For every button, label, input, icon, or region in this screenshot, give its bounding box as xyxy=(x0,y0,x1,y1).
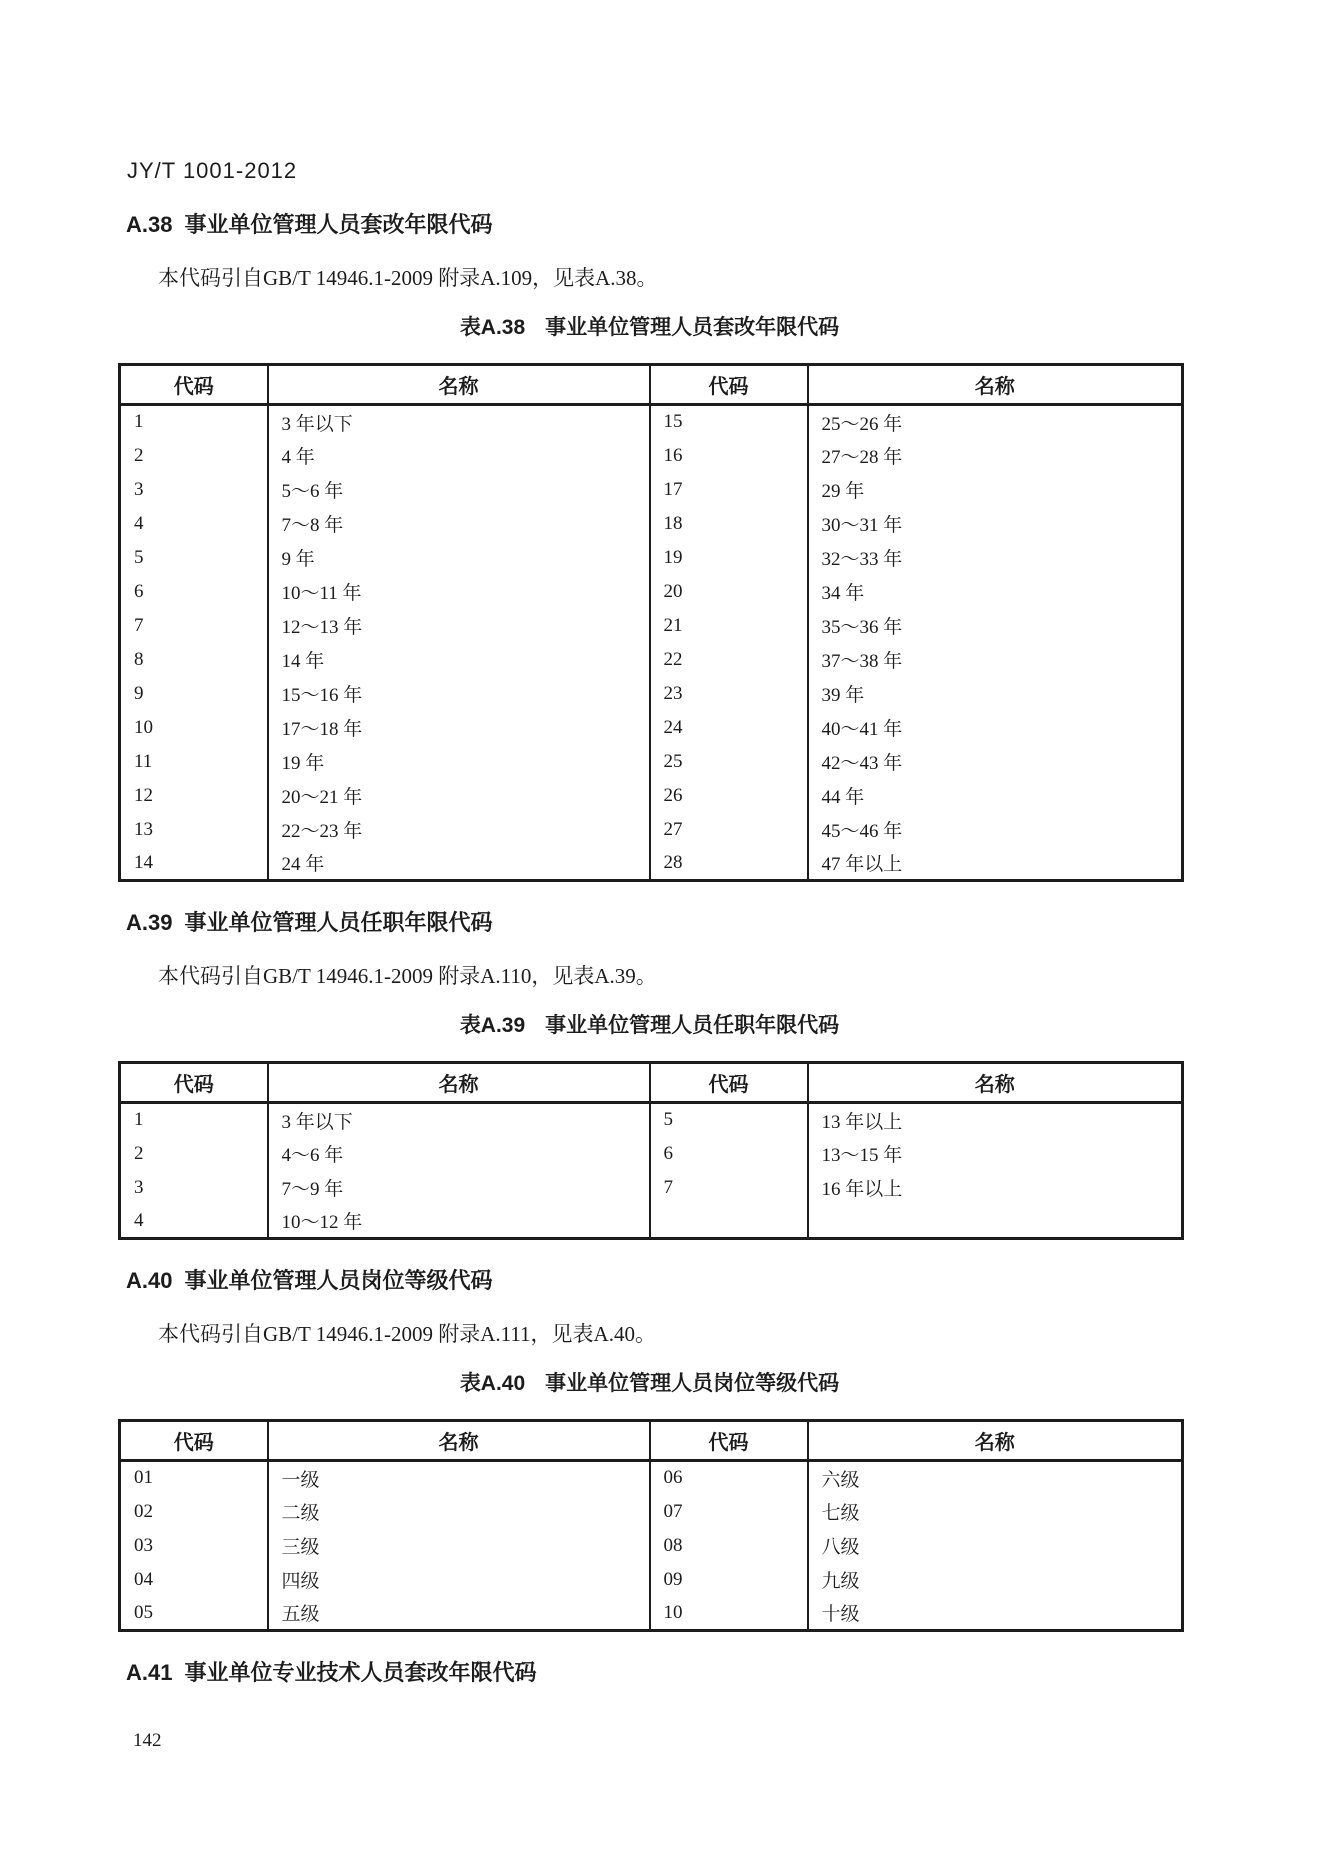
table-cell: 9 年 xyxy=(268,541,650,575)
table-cell: 10 xyxy=(650,1597,808,1631)
table-cell: 03 xyxy=(120,1529,268,1563)
section-heading-a40 xyxy=(126,1266,1181,1296)
section-title: 事业单位专业技术人员套改年限代码 xyxy=(184,1660,537,1685)
table-caption-title: 事业单位管理人员任职年限代码 xyxy=(545,1014,840,1037)
table-cell: 10 xyxy=(120,711,268,745)
table-caption-title: 事业单位管理人员套改年限代码 xyxy=(545,316,840,339)
table-cell: 18 xyxy=(650,507,808,541)
table-cell: 十级 xyxy=(808,1597,1183,1631)
table-cell: 10～11 年 xyxy=(268,575,650,609)
column-header-code: 代码 xyxy=(120,1421,268,1461)
table-cell: 22 xyxy=(650,643,808,677)
table-cell: 11 xyxy=(120,745,268,779)
table-cell: 五级 xyxy=(268,1597,650,1631)
table-cell: 3 xyxy=(120,473,268,507)
doc-code: JY/T 1001-2012 xyxy=(127,158,298,183)
table-cell: 25 xyxy=(650,745,808,779)
table-cell: 08 xyxy=(650,1529,808,1563)
table-cell: 一级 xyxy=(268,1461,650,1495)
table-cell: 16 年以上 xyxy=(808,1171,1183,1205)
column-header-code: 代码 xyxy=(650,365,808,405)
table-cell: 44 年 xyxy=(808,779,1183,813)
table-cell: 四级 xyxy=(268,1563,650,1597)
table-cell: 八级 xyxy=(808,1529,1183,1563)
table-cell: 三级 xyxy=(268,1529,650,1563)
table-cell: 27 xyxy=(650,813,808,847)
table-cell: 17 xyxy=(650,473,808,507)
table-cell: 20 xyxy=(650,575,808,609)
table-cell: 19 xyxy=(650,541,808,575)
table-cell: 21 xyxy=(650,609,808,643)
table-caption-a38 xyxy=(118,314,1181,341)
table-row xyxy=(120,1597,1183,1631)
column-header-name: 名称 xyxy=(808,1063,1183,1103)
table-cell: 15～16 年 xyxy=(268,677,650,711)
table-cell: 九级 xyxy=(808,1563,1183,1597)
column-header-code: 代码 xyxy=(120,1063,268,1103)
table-cell: 13 xyxy=(120,813,268,847)
table-cell xyxy=(808,1205,1183,1239)
table-row xyxy=(120,541,1183,575)
table-row xyxy=(120,439,1183,473)
table-cell: 22～23 年 xyxy=(268,813,650,847)
table-row xyxy=(120,813,1183,847)
table-header-row xyxy=(120,1421,1183,1461)
column-header-code: 代码 xyxy=(650,1421,808,1461)
table-cell: 3 xyxy=(120,1171,268,1205)
table-cell: 17～18 年 xyxy=(268,711,650,745)
table-row xyxy=(120,643,1183,677)
code-table-a39 xyxy=(118,1061,1184,1240)
table-cell: 23 xyxy=(650,677,808,711)
table-cell: 30～31 年 xyxy=(808,507,1183,541)
column-header-code: 代码 xyxy=(650,1063,808,1103)
table-row xyxy=(120,609,1183,643)
table-cell: 05 xyxy=(120,1597,268,1631)
column-header-name: 名称 xyxy=(268,1421,650,1461)
table-cell: 4 xyxy=(120,507,268,541)
table-cell: 47 年以上 xyxy=(808,847,1183,881)
code-table-a40 xyxy=(118,1419,1184,1632)
table-cell: 8 xyxy=(120,643,268,677)
table-row xyxy=(120,473,1183,507)
table-cell: 37～38 年 xyxy=(808,643,1183,677)
table-cell: 4～6 年 xyxy=(268,1137,650,1171)
table-cell: 19 年 xyxy=(268,745,650,779)
table-cell: 26 xyxy=(650,779,808,813)
section-title: 事业单位管理人员任职年限代码 xyxy=(184,910,493,935)
section-title: 事业单位管理人员岗位等级代码 xyxy=(184,1268,493,1293)
table-cell: 35～36 年 xyxy=(808,609,1183,643)
table-cell: 3 年以下 xyxy=(268,405,650,439)
table-cell: 1 xyxy=(120,405,268,439)
table-caption-label: 表A.40 xyxy=(459,1372,526,1395)
table-cell: 15 xyxy=(650,405,808,439)
table-cell: 7 xyxy=(120,609,268,643)
table-cell: 06 xyxy=(650,1461,808,1495)
table-cell: 2 xyxy=(120,1137,268,1171)
table-cell: 27～28 年 xyxy=(808,439,1183,473)
table-cell: 32～33 年 xyxy=(808,541,1183,575)
table-cell: 5 xyxy=(120,541,268,575)
table-cell: 二级 xyxy=(268,1495,650,1529)
table-header-row xyxy=(120,365,1183,405)
table-cell: 7～8 年 xyxy=(268,507,650,541)
table-caption-a39 xyxy=(118,1012,1181,1039)
table-row xyxy=(120,405,1183,439)
table-cell: 09 xyxy=(650,1563,808,1597)
table-cell: 1 xyxy=(120,1103,268,1137)
table-row xyxy=(120,507,1183,541)
table-cell: 七级 xyxy=(808,1495,1183,1529)
table-cell: 2 xyxy=(120,439,268,473)
table-row xyxy=(120,677,1183,711)
table-cell: 24 年 xyxy=(268,847,650,881)
table-cell: 04 xyxy=(120,1563,268,1597)
column-header-name: 名称 xyxy=(268,1063,650,1103)
section-heading-a39 xyxy=(126,908,1181,938)
table-cell: 12 xyxy=(120,779,268,813)
table-cell xyxy=(650,1205,808,1239)
table-row xyxy=(120,745,1183,779)
table-cell: 42～43 年 xyxy=(808,745,1183,779)
table-row xyxy=(120,711,1183,745)
table-cell: 16 xyxy=(650,439,808,473)
table-row xyxy=(120,1171,1183,1205)
table-caption-label: 表A.39 xyxy=(459,1014,526,1037)
code-table-a38 xyxy=(118,363,1184,882)
table-row xyxy=(120,1137,1183,1171)
column-header-name: 名称 xyxy=(268,365,650,405)
section-heading-a41 xyxy=(126,1658,1181,1688)
table-row xyxy=(120,1529,1183,1563)
table-cell: 14 xyxy=(120,847,268,881)
table-caption-title: 事业单位管理人员岗位等级代码 xyxy=(545,1372,840,1395)
section-title: 事业单位管理人员套改年限代码 xyxy=(184,212,493,237)
table-cell: 01 xyxy=(120,1461,268,1495)
table-cell: 07 xyxy=(650,1495,808,1529)
table-row xyxy=(120,779,1183,813)
table-row xyxy=(120,1563,1183,1597)
table-cell: 4 xyxy=(120,1205,268,1239)
table-cell: 13～15 年 xyxy=(808,1137,1183,1171)
table-row xyxy=(120,575,1183,609)
table-cell: 6 xyxy=(120,575,268,609)
page-number: 142 xyxy=(133,1730,162,1751)
table-caption-label: 表A.38 xyxy=(459,316,526,339)
table-cell: 5 xyxy=(650,1103,808,1137)
intro-paragraph-a39: 本代码引自GB/T 14946.1-2009 附录A.110，见表A.39。 xyxy=(158,964,657,988)
section-number: A.41 xyxy=(126,1660,173,1685)
section-heading-a38 xyxy=(126,210,1181,240)
table-cell: 10～12 年 xyxy=(268,1205,650,1239)
table-cell: 4 年 xyxy=(268,439,650,473)
table-cell: 20～21 年 xyxy=(268,779,650,813)
column-header-name: 名称 xyxy=(808,365,1183,405)
column-header-name: 名称 xyxy=(808,1421,1183,1461)
table-cell: 02 xyxy=(120,1495,268,1529)
table-cell: 7 xyxy=(650,1171,808,1205)
column-header-code: 代码 xyxy=(120,365,268,405)
table-cell: 14 年 xyxy=(268,643,650,677)
table-cell: 45～46 年 xyxy=(808,813,1183,847)
table-row xyxy=(120,1495,1183,1529)
table-cell: 5～6 年 xyxy=(268,473,650,507)
table-cell: 34 年 xyxy=(808,575,1183,609)
table-header-row xyxy=(120,1063,1183,1103)
table-cell: 24 xyxy=(650,711,808,745)
section-number: A.38 xyxy=(126,212,173,237)
table-row xyxy=(120,1461,1183,1495)
section-number: A.39 xyxy=(126,910,173,935)
section-number: A.40 xyxy=(126,1268,173,1293)
table-caption-a40 xyxy=(118,1370,1181,1397)
table-cell: 25～26 年 xyxy=(808,405,1183,439)
intro-paragraph-a40: 本代码引自GB/T 14946.1-2009 附录A.111，见表A.40。 xyxy=(158,1322,656,1346)
table-cell: 7～9 年 xyxy=(268,1171,650,1205)
table-cell: 6 xyxy=(650,1137,808,1171)
table-cell: 六级 xyxy=(808,1461,1183,1495)
table-row xyxy=(120,1205,1183,1239)
table-cell: 3 年以下 xyxy=(268,1103,650,1137)
intro-paragraph-a38: 本代码引自GB/T 14946.1-2009 附录A.109，见表A.38。 xyxy=(158,266,658,290)
table-row xyxy=(120,1103,1183,1137)
table-cell: 39 年 xyxy=(808,677,1183,711)
content-block xyxy=(118,0,1181,1688)
table-cell: 13 年以上 xyxy=(808,1103,1183,1137)
table-cell: 28 xyxy=(650,847,808,881)
table-row xyxy=(120,847,1183,881)
table-cell: 40～41 年 xyxy=(808,711,1183,745)
table-cell: 12～13 年 xyxy=(268,609,650,643)
table-cell: 9 xyxy=(120,677,268,711)
table-cell: 29 年 xyxy=(808,473,1183,507)
